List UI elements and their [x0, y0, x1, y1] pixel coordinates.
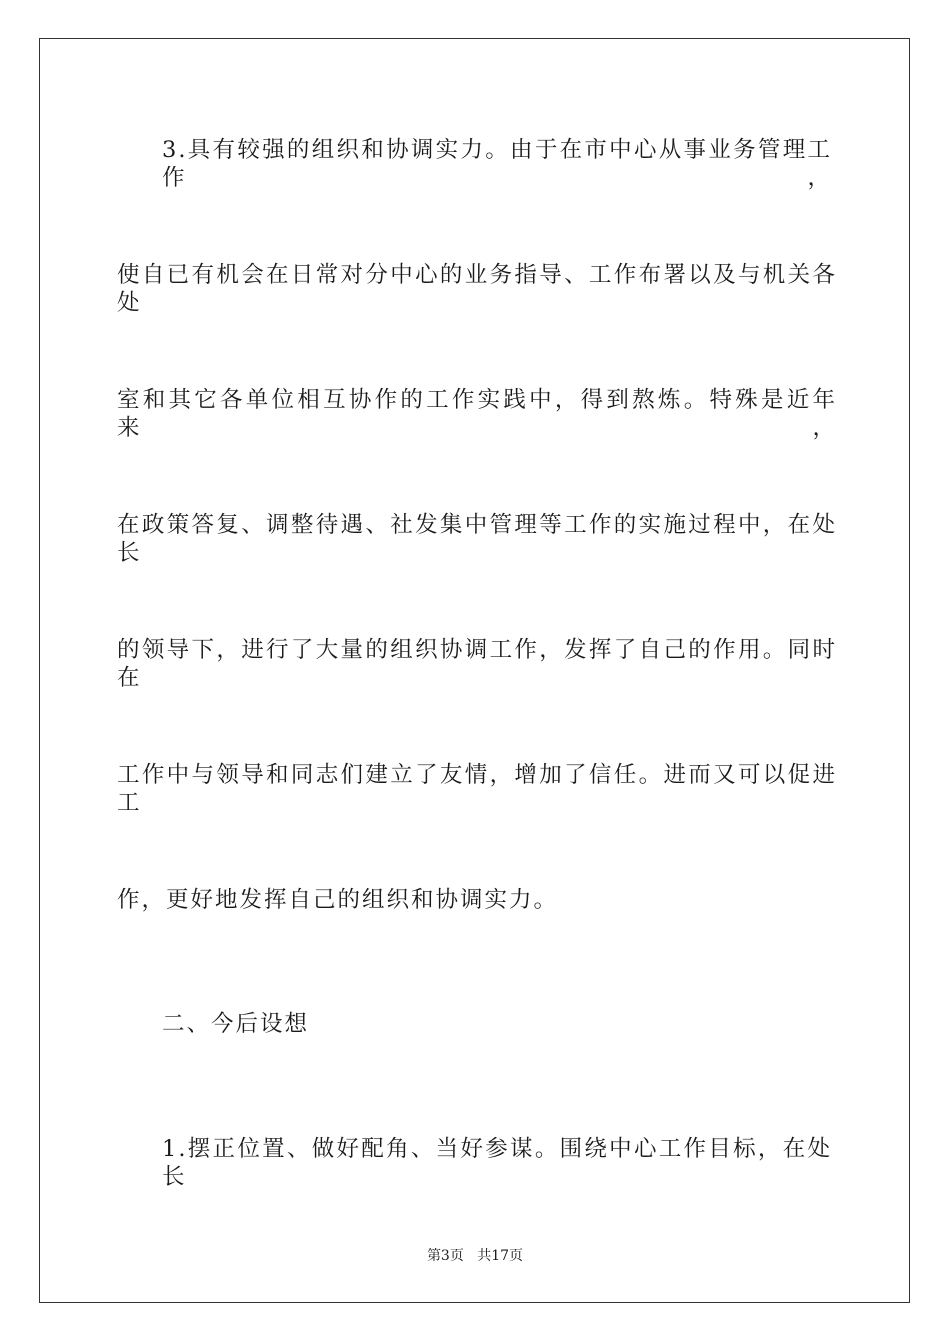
page-total: 共17页 [477, 1248, 524, 1264]
paragraph-line-1: 3.具有较强的组织和协调实力。由于在市中心从事业务管理工作， [162, 137, 832, 191]
paragraph-line-3: 室和其它各单位相互协作的工作实践中，得到熬炼。特殊是近年来， [117, 387, 837, 441]
paragraph-line-9: 1.摆正位置、做好配角、当好参谋。围绕中心工作目标，在处长 [162, 1136, 832, 1190]
paragraph-line-5: 的领导下，进行了大量的组织协调工作，发挥了自己的作用。同时在 [117, 637, 837, 691]
page-footer [0, 1247, 950, 1265]
page-number: 第3页 [426, 1248, 464, 1264]
paragraph-line-7: 作，更好地发挥自己的组织和协调实力。 [117, 887, 559, 913]
section-heading: 二、今后设想 [162, 1011, 310, 1037]
paragraph-line-4: 在政策答复、调整待遇、社发集中管理等工作的实施过程中，在处长 [117, 512, 837, 566]
paragraph-line-2: 使自已有机会在日常对分中心的业务指导、工作布署以及与机关各处 [117, 262, 837, 316]
paragraph-line-6: 工作中与领导和同志们建立了友情，增加了信任。进而又可以促进工 [117, 762, 837, 816]
